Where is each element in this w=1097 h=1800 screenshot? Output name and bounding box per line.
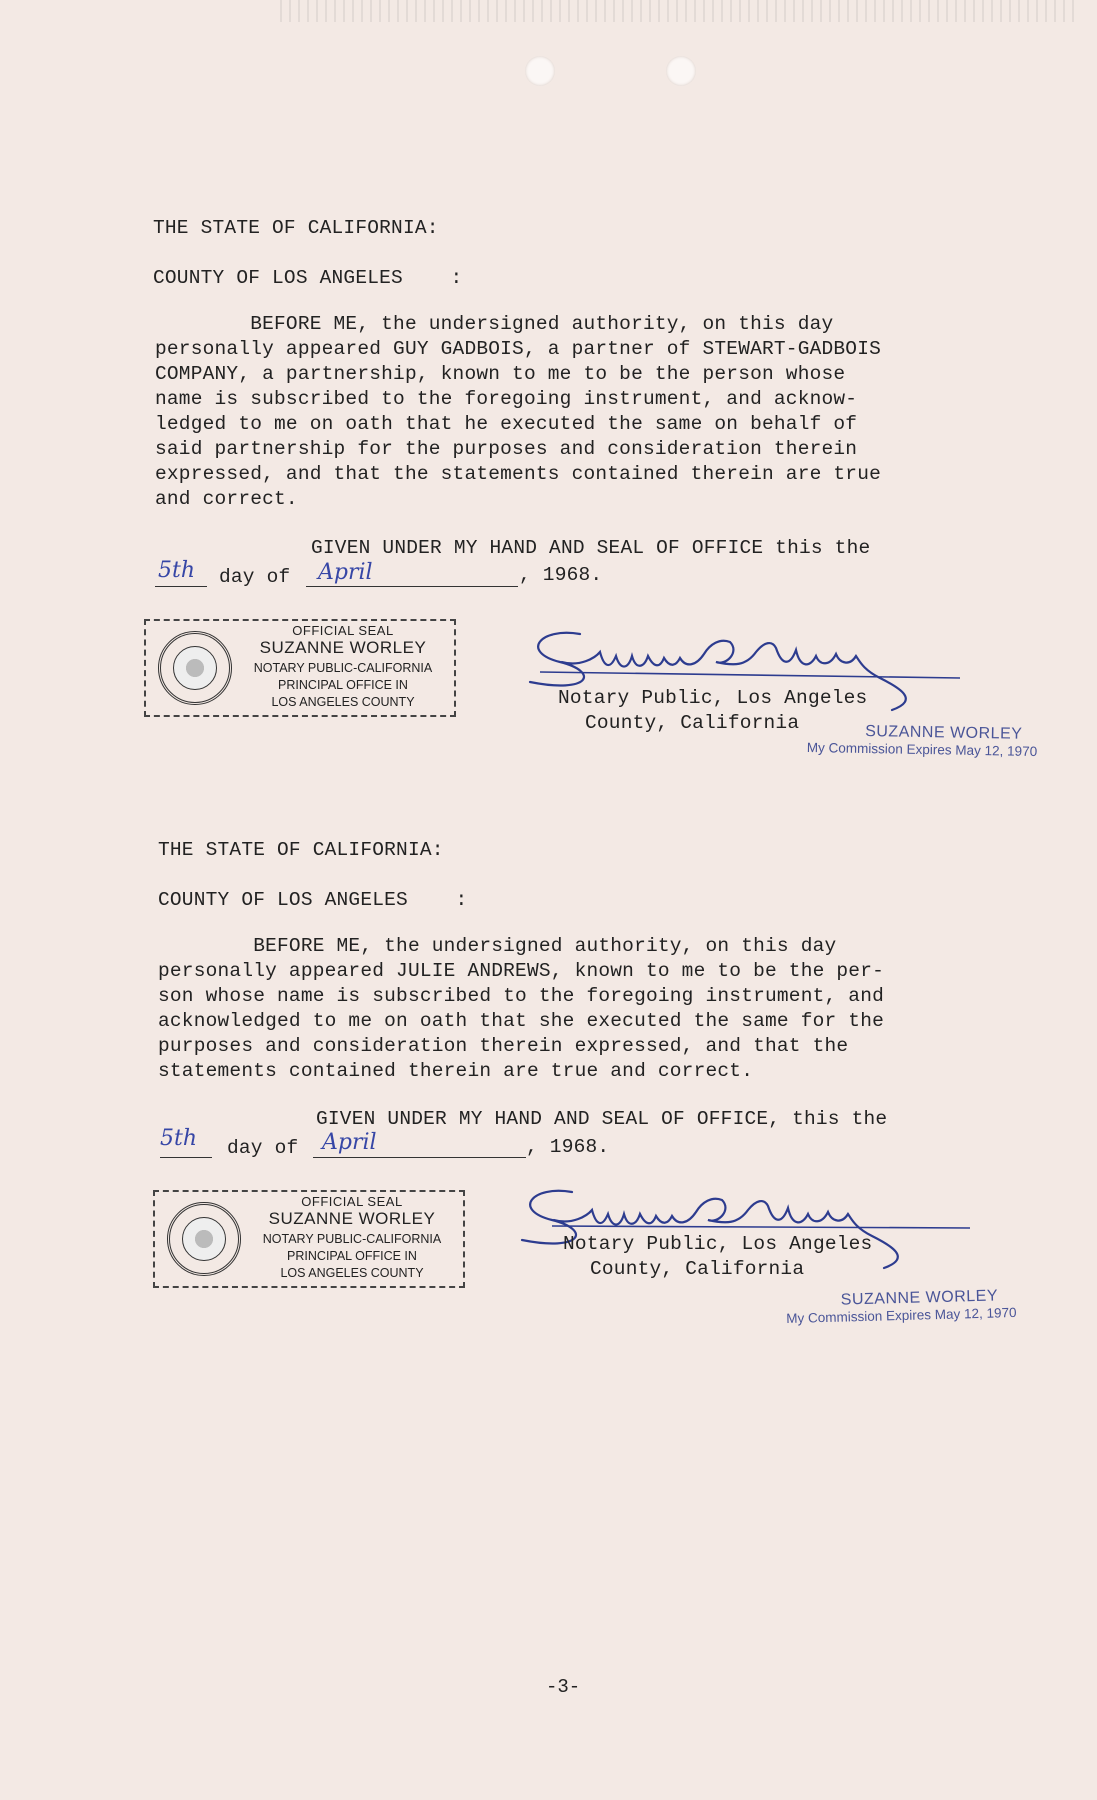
block2-notary-title-line1: Notary Public, Los Angeles — [563, 1233, 873, 1255]
stamp-expiration: My Commission Expires May 12, 1970 — [806, 739, 1038, 760]
block2-handwritten-month: April — [322, 1130, 377, 1155]
block2-body-line: acknowledged to me on oath that she executed the same for the — [158, 1010, 885, 1032]
seal-line: NOTARY PUBLIC-CALIFORNIA — [262, 1232, 442, 1246]
block2-body-line: purposes and consideration therein expressed, and that the — [158, 1035, 849, 1057]
block1-day-of-label: day of — [219, 566, 291, 588]
stamp-expiration: My Commission Expires May 12, 1970 — [786, 1304, 1017, 1327]
block2-state-heading: THE STATE OF CALIFORNIA: — [158, 839, 444, 861]
block1-body-line: COMPANY, a partnership, known to me to be the person whose — [155, 363, 846, 385]
block2-notary-title-line2: County, California — [590, 1258, 805, 1280]
block2-body-line: BEFORE ME, the undersigned authority, on this day — [158, 935, 837, 957]
seal-line: PRINCIPAL OFFICE IN — [287, 1249, 417, 1263]
block2-body-line: son whose name is subscribed to the foregoing instrument, and — [158, 985, 885, 1007]
seal-line: OFFICIAL SEAL — [301, 1194, 403, 1209]
block1-notary-title-line2: County, California — [585, 712, 800, 734]
official-notary-seal — [144, 619, 456, 717]
block1-county-heading: COUNTY OF LOS ANGELES : — [153, 267, 463, 289]
state-seal-emblem-icon — [158, 631, 232, 705]
block1-month-blank — [306, 586, 518, 587]
block1-notary-title-line1: Notary Public, Los Angeles — [558, 687, 868, 709]
seal-line: LOS ANGELES COUNTY — [280, 1266, 424, 1280]
block2-month-blank — [313, 1157, 526, 1158]
block2-given-line: GIVEN UNDER MY HAND AND SEAL OF OFFICE, this the — [316, 1108, 888, 1130]
seal-line: OFFICIAL SEAL — [292, 623, 394, 638]
block2-handwritten-day: 5th — [160, 1126, 198, 1151]
block1-body-line: personally appeared GUY GADBOIS, a partner of STEWART-GADBOIS — [155, 338, 882, 360]
commission-stamp — [786, 1287, 1017, 1326]
block2-day-blank — [160, 1157, 212, 1158]
block1-state-heading: THE STATE OF CALIFORNIA: — [153, 217, 439, 239]
block2-body-line: personally appeared JULIE ANDREWS, known to me to be the per- — [158, 960, 885, 982]
block2-body-line: statements contained therein are true and correct. — [158, 1060, 754, 1082]
commission-stamp — [807, 722, 1038, 759]
page-number: -3- — [546, 1676, 581, 1698]
block1-year: , 1968. — [519, 564, 603, 586]
block1-handwritten-day: 5th — [158, 558, 196, 583]
seal-line: PRINCIPAL OFFICE IN — [278, 678, 408, 692]
punch-hole — [525, 56, 555, 86]
seal-line: LOS ANGELES COUNTY — [271, 695, 415, 709]
seal-line: NOTARY PUBLIC-CALIFORNIA — [253, 661, 433, 675]
page-edge-noise — [280, 0, 1080, 22]
block1-handwritten-month: April — [318, 560, 373, 585]
block1-body-line: ledged to me on oath that he executed the same on behalf of — [155, 413, 858, 435]
official-notary-seal — [153, 1190, 465, 1288]
block1-body-line: name is subscribed to the foregoing instrument, and acknow- — [155, 388, 858, 410]
state-seal-emblem-icon — [167, 1202, 241, 1276]
block1-body-line: BEFORE ME, the undersigned authority, on this day — [155, 313, 834, 335]
stamp-name: SUZANNE WORLEY — [840, 1287, 999, 1309]
block1-day-blank — [155, 586, 207, 587]
stamp-name: SUZANNE WORLEY — [865, 723, 1023, 743]
block2-year: , 1968. — [526, 1136, 610, 1158]
block2-day-of-label: day of — [227, 1137, 299, 1159]
block1-body-line: and correct. — [155, 488, 298, 510]
block1-given-line: GIVEN UNDER MY HAND AND SEAL OF OFFICE this the — [311, 537, 871, 559]
punch-hole — [666, 56, 696, 86]
seal-line: SUZANNE WORLEY — [259, 638, 427, 657]
block1-body-line: expressed, and that the statements contained therein are true — [155, 463, 882, 485]
block2-county-heading: COUNTY OF LOS ANGELES : — [158, 889, 468, 911]
block1-body-line: said partnership for the purposes and consideration therein — [155, 438, 858, 460]
seal-line: SUZANNE WORLEY — [268, 1209, 436, 1228]
